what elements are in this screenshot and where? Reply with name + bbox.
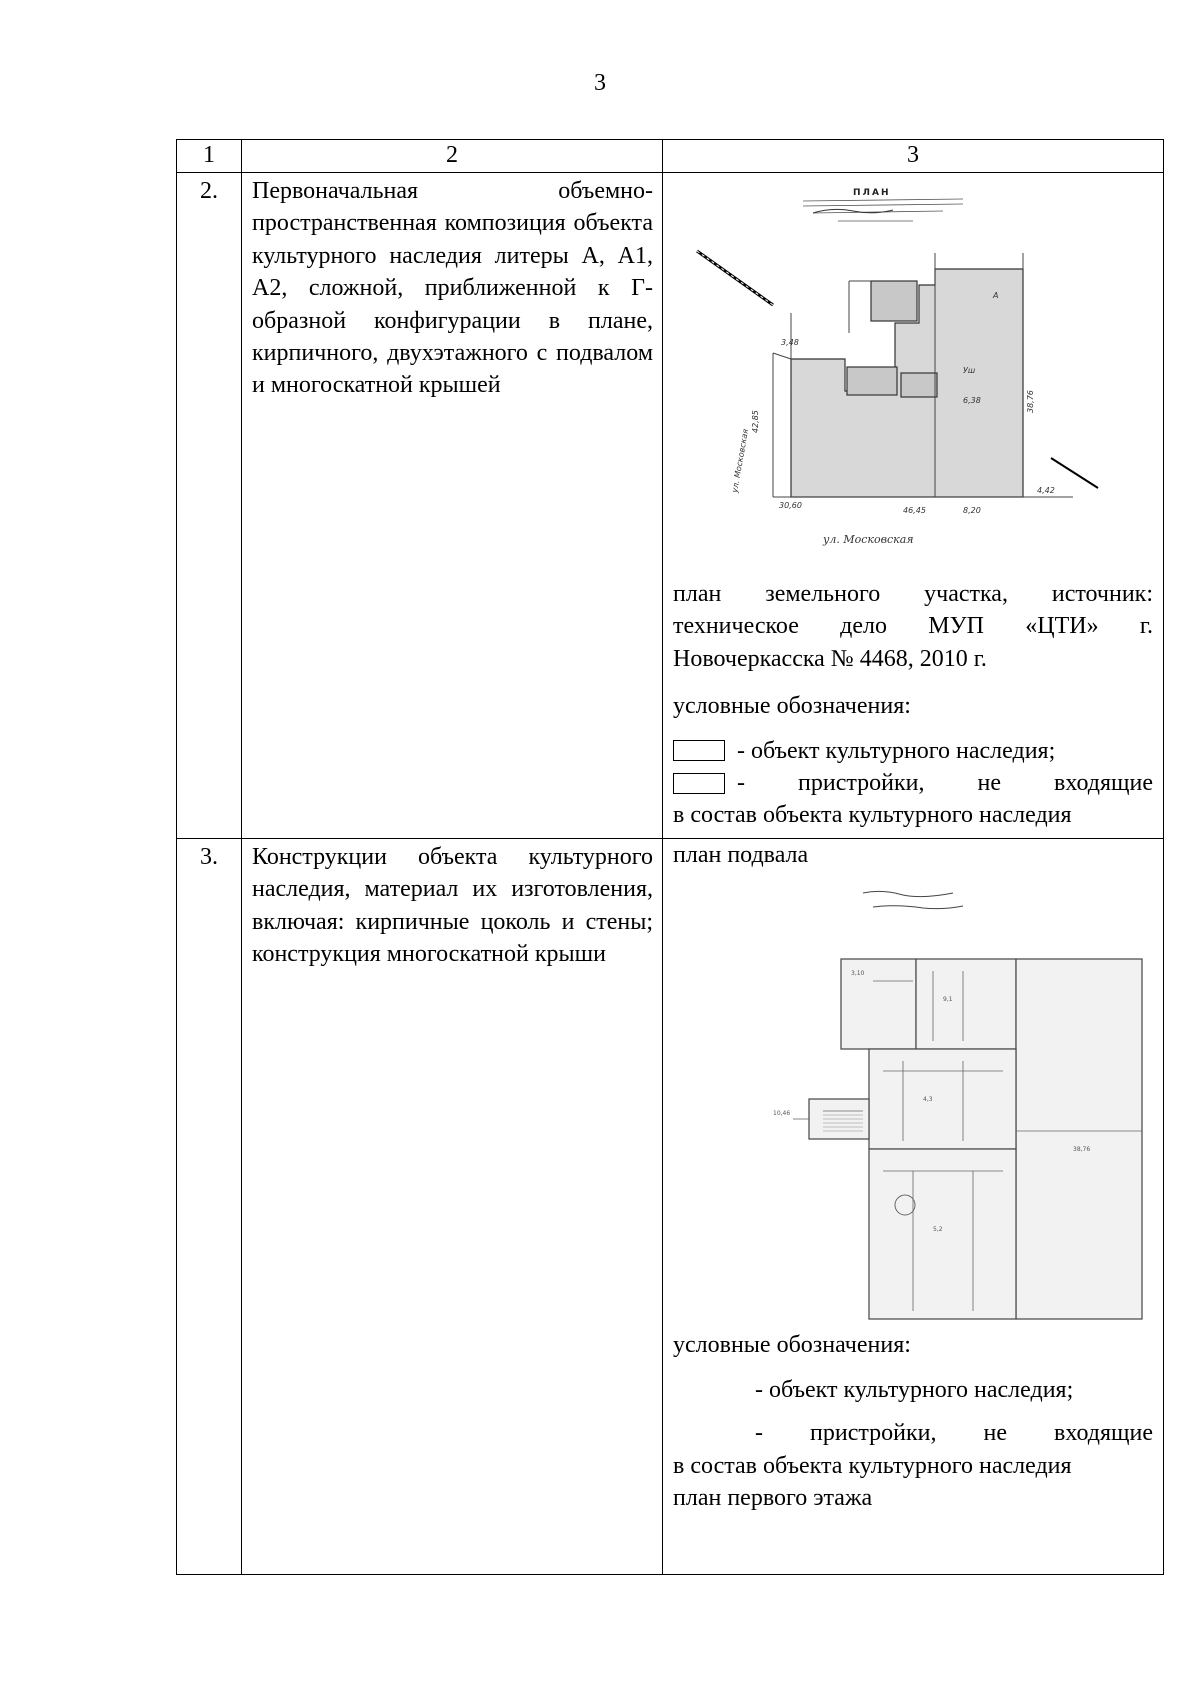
plan-street-label: ул. Московская <box>823 533 914 546</box>
svg-text:8,20: 8,20 <box>963 506 981 515</box>
svg-text:3,10: 3,10 <box>851 970 865 978</box>
svg-text:6,38: 6,38 <box>963 396 981 405</box>
svg-text:4,42: 4,42 <box>1037 486 1055 495</box>
plan-heading: ПЛАН <box>853 188 891 198</box>
basement-plan-title: план подвала <box>673 842 809 868</box>
svg-text:3,48: 3,48 <box>781 338 799 347</box>
svg-text:10,46: 10,46 <box>773 1110 791 1118</box>
legend-swatch-extensions <box>673 773 725 794</box>
table-header-row <box>177 140 1164 173</box>
page-number: 3 <box>594 70 606 96</box>
svg-text:5,2: 5,2 <box>933 1226 943 1234</box>
site-plan-caption: план земельного участка, источник: техническое дело МУП «ЦТИ» г. Новочеркасска № 4468, 2010 г. <box>673 581 1153 672</box>
svg-text:38,76: 38,76 <box>1026 390 1035 413</box>
svg-text:Уш: Уш <box>963 366 976 375</box>
site-plan-drawing <box>673 173 1153 578</box>
svg-text:42,85: 42,85 <box>751 410 760 433</box>
legend-label-extensions-cont: в состав объекта культурного наследия <box>673 802 1072 829</box>
legend-label-heritage: - объект культурного наследия; <box>737 737 1056 764</box>
legend-swatch-heritage <box>673 740 725 761</box>
svg-text:4,3: 4,3 <box>923 1096 933 1104</box>
row-content <box>663 173 1164 839</box>
document-table <box>176 139 1164 1575</box>
header-col-1: 1 <box>177 140 242 173</box>
legend-label-extensions: - пристройки, не входящие <box>737 770 1153 797</box>
table-row <box>177 839 1164 1575</box>
basement-plan-drawing <box>673 871 1153 1329</box>
svg-text:46,45: 46,45 <box>903 506 926 515</box>
header-col-2: 2 <box>242 140 663 173</box>
legend-item-heritage <box>673 735 1153 767</box>
first-floor-plan-title: план первого этажа <box>673 1485 873 1512</box>
row-description: Конструкции объекта культурного наследия, материал их изготовления, включая: кирпичные цоколь и стены; конструкция многоскатной крыши <box>242 839 663 1575</box>
row-number: 2. <box>177 173 242 839</box>
header-col-3: 3 <box>663 140 1164 173</box>
svg-text:ул. Московская: ул. Московская <box>730 428 751 494</box>
svg-text:А: А <box>993 291 999 300</box>
svg-text:9,1: 9,1 <box>943 996 953 1004</box>
row-content <box>663 839 1164 1575</box>
legend-title: условные обозначения: <box>673 1332 911 1359</box>
row-number: 3. <box>177 839 242 1575</box>
legend-label-extensions-cont: в состав объекта культурного наследия <box>673 1452 1072 1479</box>
legend-item-extensions <box>673 767 1153 799</box>
svg-text:38,76: 38,76 <box>1073 1146 1091 1154</box>
legend-title: условные обозначения: <box>673 693 911 720</box>
svg-text:30,60: 30,60 <box>779 501 802 510</box>
legend-label-extensions: - пристройки, не входящие <box>755 1420 1153 1447</box>
table-row <box>177 173 1164 839</box>
row-description: Первоначальная объемно-пространственная композиция объекта культурного наследия литеры А, А1, А2, сложной, приближенной к Г-образной конфигурации в плане, кирпичного, двухэтажного с подвалом и многоскатной крышей <box>242 173 663 839</box>
legend-label-heritage: - объект культурного наследия; <box>755 1376 1074 1403</box>
